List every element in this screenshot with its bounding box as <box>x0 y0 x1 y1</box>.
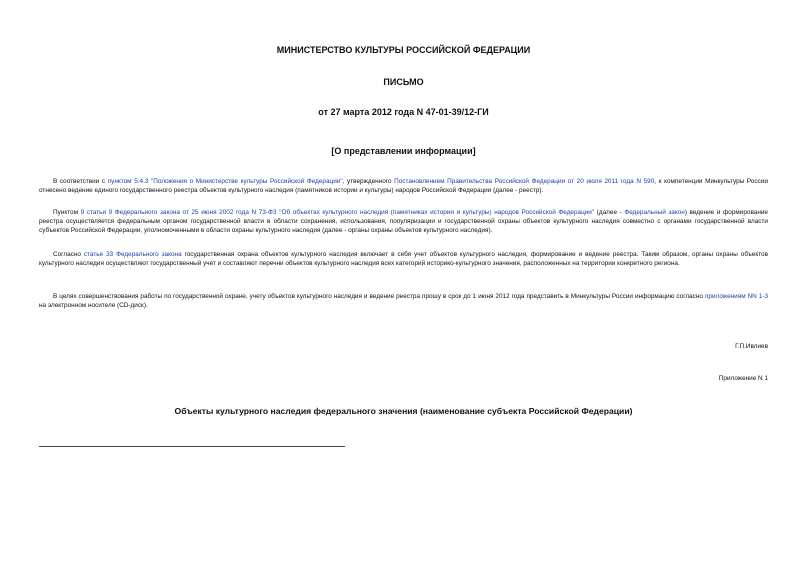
paragraph-text: ) ведение и формирование реестра осуществляется федеральным органом государственной власти в области сохранения, использования, популяризации и государственной охраны объектов культурного наследия совместно с органами государственной власти субъектов Российской Федерации, уполномоченными в области охраны культурного наследия (далее - органы охраны объектов культурного наследия). <box>39 209 768 235</box>
ministry-heading: МИНИСТЕРСТВО КУЛЬТУРЫ РОССИЙСКОЙ ФЕДЕРАЦИИ <box>276 45 531 55</box>
signature: Г.П.Ивлиев <box>735 343 768 350</box>
link-regulation-clause[interactable]: пунктом 5.4.3 "Положения о Министерстве культуры Российской Федерации" <box>107 178 343 185</box>
link-government-resolution[interactable]: Постановлением Правительства Российской Федерации от 20 июля 2011 года N 590 <box>394 178 655 185</box>
footnote-divider <box>39 446 345 447</box>
paragraph-text: на электронном носителе (CD-диск). <box>39 302 148 310</box>
annex-label: Приложение N 1 <box>718 375 768 382</box>
document-type: ПИСЬМО <box>383 77 424 87</box>
paragraph-2 <box>39 208 768 235</box>
paragraph-3 <box>39 250 768 268</box>
annex-title: Объекты культурного наследия федерального значения (наименование субъекта Российской Федерации) <box>174 406 633 416</box>
document-subject: [О представлении информации] <box>331 146 476 156</box>
paragraph-1 <box>39 177 768 195</box>
paragraph-text: В целях совершенствования работы по государственной охране, учету объектов культурного наследия и ведение реестра прошу в срок до 1 июня 2012 года представить в Минкультуры России информацию согласно <box>53 293 705 300</box>
paragraph-4 <box>39 292 768 310</box>
paragraph-text: , утвержденного <box>342 178 395 185</box>
paragraph-text: Согласно <box>53 251 84 258</box>
paragraph-text: Пунктом <box>53 209 81 216</box>
paragraph-text: государственная охрана объектов культурного наследия включает в себя учет объектов культурного наследия, формирование и ведение реестра. Таким образом, органы охраны объектов культурного наследия осуществляют государственный учет и составляют перечни объектов культурного наследия всех категорий историко-культурного значения, расположенных на территории конкретного региона. <box>39 251 769 268</box>
link-federal-law-article-9[interactable]: 9 статьи 9 Федерального закона от 25 июня 2002 года N 73-ФЗ "Об объектах культурного наследия (памятниках истории и культуры) народов Российской Федерации" <box>80 209 595 216</box>
paragraph-text: В соответствии с <box>53 178 108 185</box>
link-annexes[interactable]: приложениям NN 1-3 <box>704 293 769 300</box>
document-date-number: от 27 марта 2012 года N 47-01-39/12-ГИ <box>318 107 489 117</box>
link-federal-law-article-33[interactable]: статье 33 Федерального закона <box>83 251 182 258</box>
paragraph-text: (далее - <box>594 209 625 216</box>
paragraph-text: , к компетенции Минкультуры России отнесено ведение единого государственного реестра объектов культурного наследия (памятников истории и культуры) народов Российской Федерации (далее - реестр). <box>39 178 769 195</box>
link-federal-law[interactable]: Федеральный закон <box>624 209 685 216</box>
